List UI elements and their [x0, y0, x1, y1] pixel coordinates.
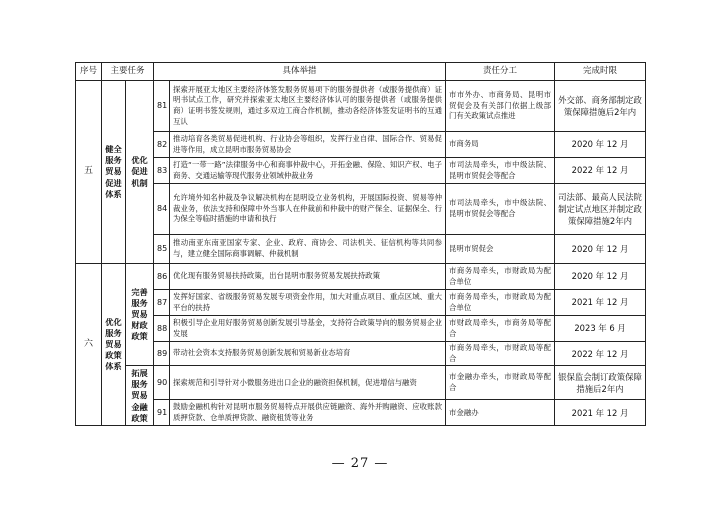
measure-text: 探索规范和引导针对小微服务进出口企业的融资担保机制，促进增信与融资: [170, 366, 446, 400]
responsibility-text: 市商务局: [446, 132, 555, 158]
table-row: [76, 366, 646, 400]
header-measures: 具体举措: [154, 63, 446, 81]
deadline-text: 2022 年 12 月: [555, 158, 646, 184]
header-row: [76, 63, 646, 81]
measure-text: 推动培育各类贸易促进机构、行业协会等组织，发挥行业自律、国际合作、贸易促进等作用，成立昆明市服务贸易协会: [170, 132, 446, 158]
item-number: 84: [154, 184, 170, 235]
table-row: [76, 132, 646, 158]
measure-text: 推动南亚东南亚国家专家、企业、政府、商协会、司法机关、征信机构等共同参与，建立健全国际商事调解、仲裁机制: [170, 235, 446, 264]
deadline-text: 司法部、最高人民法院制定试点地区并制定政策保障措施2年内: [555, 184, 646, 235]
table-row: [76, 316, 646, 342]
table-row: [76, 158, 646, 184]
table-row: [76, 264, 646, 290]
header-main-task: 主要任务: [102, 63, 154, 81]
responsibility-text: 市司法局牵头，市中级法院、昆明市贸促会等配合: [446, 184, 555, 235]
subtask: 优化促进机制: [126, 81, 154, 264]
responsibility-text: 市金融办: [446, 400, 555, 426]
item-number: 85: [154, 235, 170, 264]
measure-text: 允许境外知名仲裁及争议解决机构在昆明设立业务机构，开展国际投资、贸易等仲裁业务，依法支持和保障中外当事人在仲裁前和仲裁中的财产保全、证据保全、行为保全等临时措施的申请和执行: [170, 184, 446, 235]
item-number: 86: [154, 264, 170, 290]
deadline-text: 2021 年 12 月: [555, 400, 646, 426]
item-number: 87: [154, 290, 170, 316]
subtask: 完善服务贸易财政政策: [126, 264, 154, 366]
measure-text: 打造“一带一路”法律服务中心和商事仲裁中心，开拓金融、保险、知识产权、电子商务、交通运输等现代服务业领域仲裁业务: [170, 158, 446, 184]
table-row: [76, 290, 646, 316]
table-row: [76, 235, 646, 264]
item-number: 90: [154, 366, 170, 400]
item-number: 91: [154, 400, 170, 426]
measure-text: 探索开展亚太地区主要经济体签发服务贸易项下的服务提供者（或服务提供商）证明书试点工作，研究并探索亚太地区主要经济体认可的服务提供者（或服务提供商）证明书签发规则，通过多双边工商合作机制，推动各经济体签发证明书的互通互认: [170, 81, 446, 132]
deadline-text: 2023 年 6 月: [555, 316, 646, 342]
measure-text: 发挥好国家、省级服务贸易发展专项资金作用，加大对重点项目、重点区域、重大平台的扶持: [170, 290, 446, 316]
deadline-text: 2022 年 12 月: [555, 342, 646, 366]
responsibility-text: 市商务局牵头，市财政局为配合单位: [446, 264, 555, 290]
responsibility-text: 市市外办、市商务局、昆明市贸促会及有关部门依据上级部门有关政策试点推进: [446, 81, 555, 132]
section-seq: 五: [76, 81, 102, 264]
deadline-text: 2021 年 12 月: [555, 290, 646, 316]
deadline-text: 银保监会制订政策保障措施后2年内: [555, 366, 646, 400]
responsibility-text: 市财政局牵头，市商务局等配合: [446, 316, 555, 342]
section-task: 优化服务贸易政策体系: [102, 264, 126, 426]
item-number: 89: [154, 342, 170, 366]
item-number: 88: [154, 316, 170, 342]
responsibility-text: 昆明市贸促会: [446, 235, 555, 264]
responsibility-text: 市商务局牵头，市财政局为配合单位: [446, 290, 555, 316]
header-deadline: 完成时限: [555, 63, 646, 81]
table-row: [76, 81, 646, 132]
header-seq: 序号: [76, 63, 102, 81]
tasks-table: [75, 62, 646, 426]
table-row: [76, 184, 646, 235]
deadline-text: 2020 年 12 月: [555, 264, 646, 290]
subtask: 拓展服务贸易金融政策: [126, 366, 154, 426]
measure-text: 鼓励金融机构针对昆明市服务贸易特点开展供应链融资、海外并购融资、应收账款质押贷款、仓单质押贷款、融资租赁等业务: [170, 400, 446, 426]
page-number: — 27 —: [331, 456, 389, 471]
table-row: [76, 400, 646, 426]
measure-text: 优化现有服务贸易扶持政策，出台昆明市服务贸易发展扶持政策: [170, 264, 446, 290]
section-seq: 六: [76, 264, 102, 426]
item-number: 81: [154, 81, 170, 132]
table-row: [76, 342, 646, 366]
responsibility-text: 市商务局牵头，市财政局等配合: [446, 342, 555, 366]
measure-text: 积极引导企业用好服务贸易创新发展引导基金，支持符合政策导向的服务贸易企业发展: [170, 316, 446, 342]
item-number: 83: [154, 158, 170, 184]
header-responsibility: 责任分工: [446, 63, 555, 81]
measure-text: 带动社会资本支持服务贸易创新发展和贸易新业态培育: [170, 342, 446, 366]
deadline-text: 外交部、商务部制定政策保障措施后2年内: [555, 81, 646, 132]
deadline-text: 2020 年 12 月: [555, 132, 646, 158]
item-number: 82: [154, 132, 170, 158]
deadline-text: 2020 年 12 月: [555, 235, 646, 264]
responsibility-text: 市金融办牵头，市财政局等配合: [446, 366, 555, 400]
section-task: 健全服务贸易促进体系: [102, 81, 126, 264]
responsibility-text: 市司法局牵头，市中级法院、昆明市贸促会等配合: [446, 158, 555, 184]
